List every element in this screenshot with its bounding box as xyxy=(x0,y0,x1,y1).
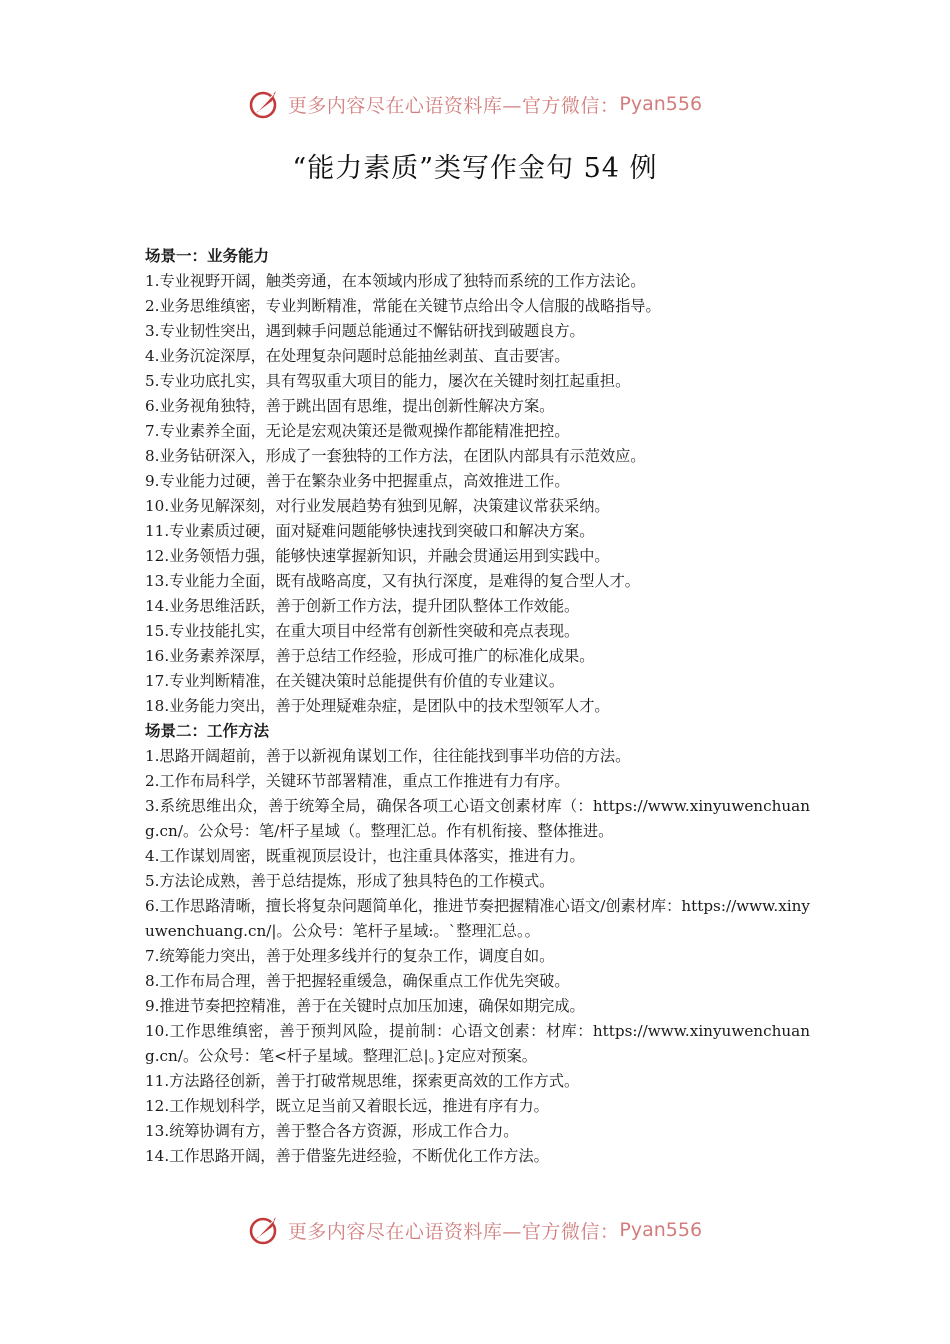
list-item: 4.工作谋划周密，既重视顶层设计，也注重具体落实，推进有力。 xyxy=(145,847,585,865)
list-item: 2.业务思维缜密，专业判断精准，常能在关键节点给出令人信服的战略指导。 xyxy=(145,297,661,315)
list-item: 6.业务视角独特，善于跳出固有思维，提出创新性解决方案。 xyxy=(145,397,555,415)
section-heading: 场景二：工作方法 xyxy=(145,722,270,740)
page-title: “能力素质”类写作金句 54 例 xyxy=(292,153,658,184)
list-item: 5.专业功底扎实，具有驾驭重大项目的能力，屡次在关键时刻扛起重担。 xyxy=(145,372,631,390)
list-item: 1.专业视野开阔，触类旁通，在本领域内形成了独特而系统的工作方法论。 xyxy=(145,272,646,290)
banner-text: 更多内容尽在心语资料库—官方微信： xyxy=(287,94,620,117)
list-item: 3.系统思维出众，善于统筹全局，确保各项工心语文创素材库（：https://www.xinyuwenchuang.cn/。公众号：笔/杆子星域（。整理汇总。作有机衔接、整体推进。 xyxy=(145,797,810,840)
list-item: 9.专业能力过硬，善于在繁杂业务中把握重点，高效推进工作。 xyxy=(145,472,570,490)
list-item: 1.思路开阔超前，善于以新视角谋划工作，往往能找到事半功倍的方法。 xyxy=(145,747,631,765)
list-item: 14.业务思维活跃，善于创新工作方法，提升团队整体工作效能。 xyxy=(145,597,580,615)
header-banner xyxy=(0,82,950,126)
list-item: 14.工作思路开阔，善于借鉴先进经验，不断优化工作方法。 xyxy=(145,1147,549,1165)
list-item: 11.方法路径创新，善于打破常规思维，探索更高效的工作方式。 xyxy=(145,1072,580,1090)
list-item: 18.业务能力突出，善于处理疑难杂症，是团队中的技术型领军人才。 xyxy=(145,697,610,715)
list-item: 12.业务领悟力强，能够快速掌握新知识，并融会贯通运用到实践中。 xyxy=(145,547,610,565)
list-item: 7.统筹能力突出，善于处理多线并行的复杂工作，调度自如。 xyxy=(145,947,555,965)
list-item: 10.工作思维缜密，善于预判风险，提前制：心语文创素：材库：https://www.xinyuwenchuang.cn/。公众号：笔<杆子星域。整理汇总|。}定应对预案。 xyxy=(145,1022,810,1065)
list-item: 9.推进节奏把控精准，善于在关键时点加压加速，确保如期完成。 xyxy=(145,997,585,1015)
list-item: 7.专业素养全面，无论是宏观决策还是微观操作都能精准把控。 xyxy=(145,422,570,440)
banner-wechat-handle: Pyan556 xyxy=(619,93,703,115)
list-item: 12.工作规划科学，既立足当前又着眼长远，推进有序有力。 xyxy=(145,1097,549,1115)
list-item: 16.业务素养深厚，善于总结工作经验，形成可推广的标准化成果。 xyxy=(145,647,595,665)
quill-logo-icon xyxy=(248,87,282,121)
list-item: 15.专业技能扎实，在重大项目中经常有创新性突破和亮点表现。 xyxy=(145,622,580,640)
list-item: 3.专业韧性突出，遇到棘手问题总能通过不懈钻研找到破题良方。 xyxy=(145,322,585,340)
list-item: 4.业务沉淀深厚，在处理复杂问题时总能抽丝剥茧、直击要害。 xyxy=(145,347,570,365)
list-item: 8.业务钻研深入，形成了一套独特的工作方法，在团队内部具有示范效应。 xyxy=(145,447,646,465)
list-item: 11.专业素质过硬，面对疑难问题能够快速找到突破口和解决方案。 xyxy=(145,522,595,540)
list-item: 13.统筹协调有方，善于整合各方资源，形成工作合力。 xyxy=(145,1122,519,1140)
list-item: 17.专业判断精准，在关键决策时总能提供有价值的专业建议。 xyxy=(145,672,565,690)
banner-text: 更多内容尽在心语资料库—官方微信： xyxy=(287,1220,620,1243)
section-heading: 场景一：业务能力 xyxy=(145,247,270,265)
quill-logo-icon xyxy=(248,1213,282,1247)
list-item: 2.工作布局科学，关键环节部署精准，重点工作推进有力有序。 xyxy=(145,772,570,790)
document-body xyxy=(145,244,810,1169)
list-item: 13.专业能力全面，既有战略高度，又有执行深度，是难得的复合型人才。 xyxy=(145,572,640,590)
footer-banner xyxy=(0,1208,950,1252)
list-item: 5.方法论成熟，善于总结提炼，形成了独具特色的工作模式。 xyxy=(145,872,555,890)
banner-wechat-handle: Pyan556 xyxy=(619,1219,703,1241)
list-item: 10.业务见解深刻，对行业发展趋势有独到见解，决策建议常获采纳。 xyxy=(145,497,610,515)
list-item: 8.工作布局合理，善于把握轻重缓急，确保重点工作优先突破。 xyxy=(145,972,570,990)
list-item: 6.工作思路清晰，擅长将复杂问题简单化，推进节奏把握精准心语文/创素材库：https://www.xinyuwenchuang.cn/|。公众号：笔杆子星域:。`整理汇总。。 xyxy=(145,897,810,940)
